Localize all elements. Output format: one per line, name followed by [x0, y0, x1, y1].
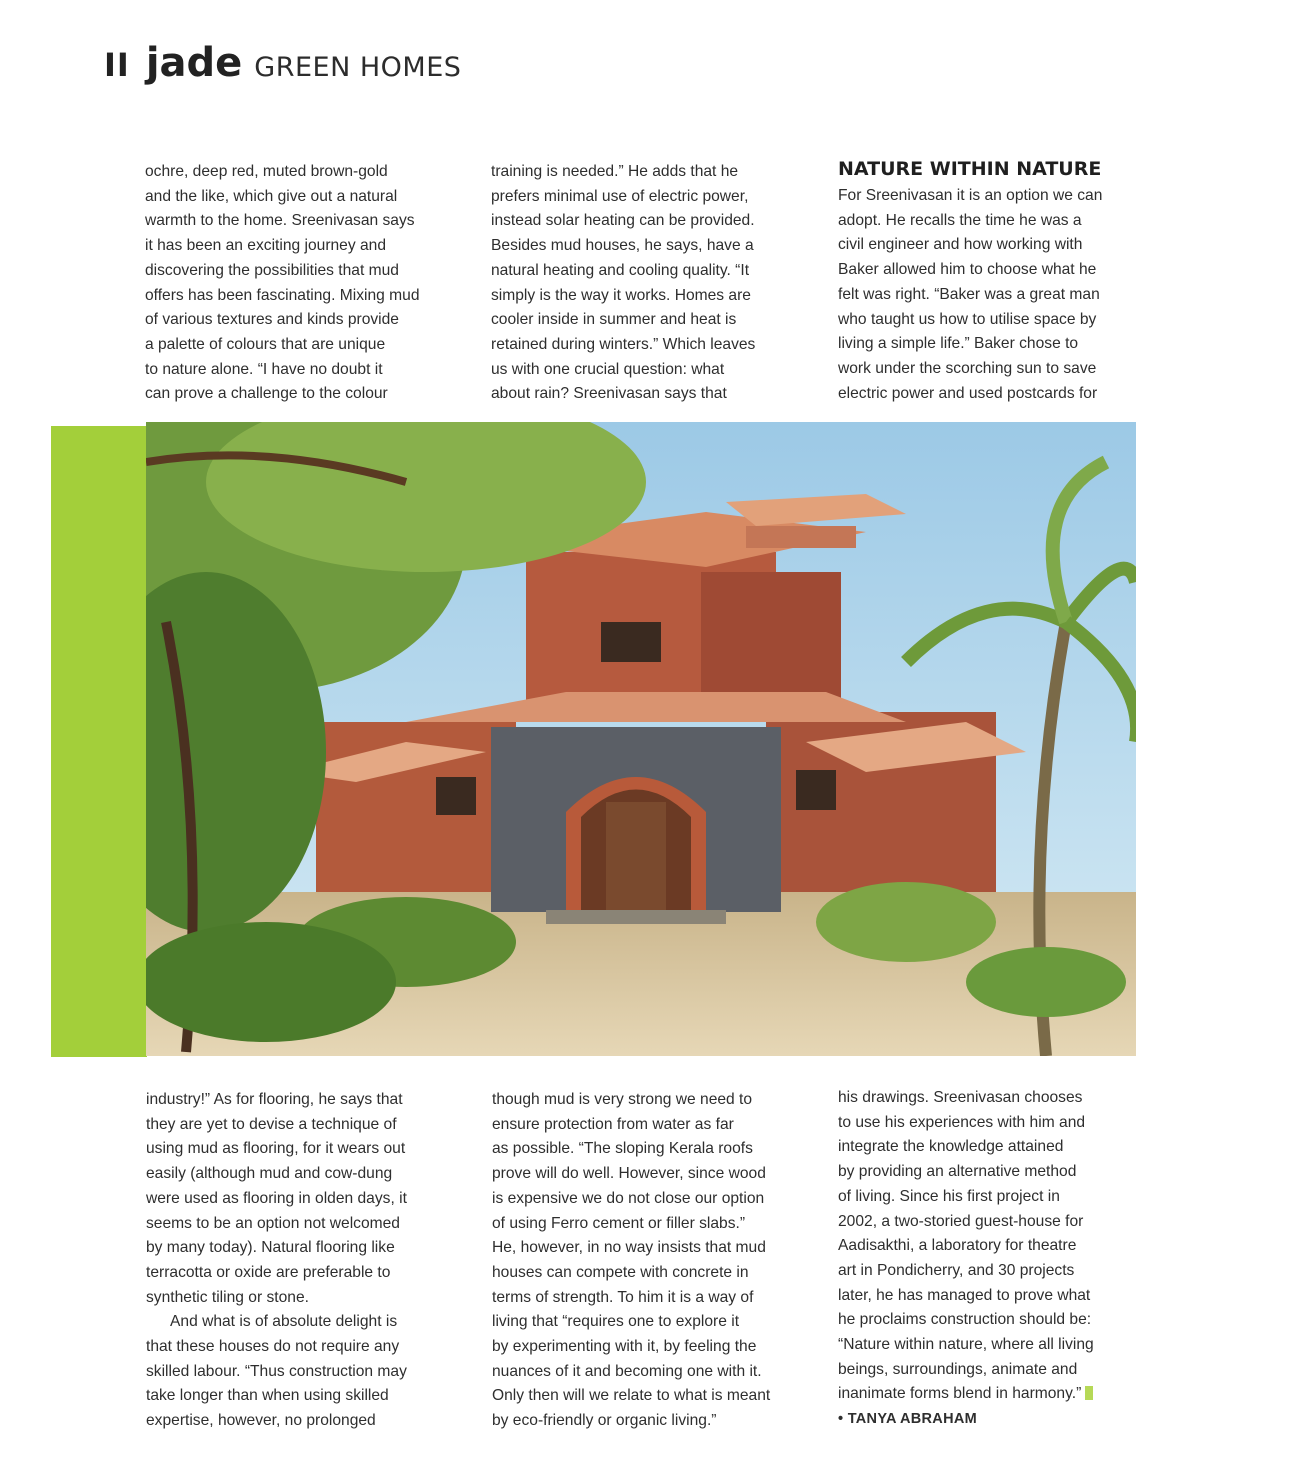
text-line: terracotta or oxide are preferable to — [146, 1263, 391, 1281]
top-column-1 — [145, 160, 420, 407]
text-line: later, he has managed to prove what — [838, 1286, 1091, 1304]
text-line: Aadisakthi, a laboratory for theatre — [838, 1237, 1077, 1255]
text-line: about rain? Sreenivasan says that — [491, 385, 727, 403]
text-line: natural heating and cooling quality. “It — [491, 261, 750, 279]
text-line: is expensive we do not close our option — [492, 1189, 765, 1207]
closing-quote-line: inanimate forms blend in harmony.” — [838, 1385, 1082, 1403]
text-line: take longer than when using skilled — [146, 1387, 389, 1405]
text-line: by providing an alternative method — [838, 1163, 1077, 1181]
text-line: by many today). Natural flooring like — [146, 1239, 395, 1257]
text-line: it has been an exciting journey and — [145, 237, 387, 255]
bottom-column-3 — [838, 1086, 1094, 1432]
text-line: And what is of absolute delight is — [170, 1313, 398, 1331]
text-line: ochre, deep red, muted brown-gold — [145, 163, 388, 180]
text-line: he proclaims construction should be: — [838, 1311, 1092, 1329]
text-line: of living. Since his first project in — [838, 1187, 1060, 1205]
bottom-column-1 — [146, 1088, 407, 1434]
text-line: expertise, however, no prolonged — [146, 1412, 376, 1430]
text-line: art in Pondicherry, and 30 projects — [838, 1261, 1075, 1279]
text-line: “Nature within nature, where all living — [838, 1336, 1094, 1354]
text-line: simply is the way it works. Homes are — [491, 286, 751, 304]
top-column-2 — [491, 160, 755, 407]
text-line: ensure protection from water as far — [492, 1115, 734, 1133]
top-column-3 — [838, 156, 1102, 406]
text-line: skilled labour. “Thus construction may — [146, 1362, 407, 1380]
text-line: who taught us how to utilise space by — [838, 310, 1097, 328]
house-illustration — [146, 422, 1136, 1056]
text-line: Only then will we relate to what is meant — [492, 1387, 771, 1405]
text-line: retained during winters.” Which leaves — [491, 335, 756, 353]
end-mark-icon — [1085, 1386, 1093, 1400]
section-title: GREEN HOMES — [254, 52, 462, 83]
header-bars: II — [104, 46, 130, 84]
text-line — [838, 1382, 1094, 1407]
house-photo — [146, 422, 1136, 1056]
text-line: cooler inside in summer and heat is — [491, 311, 737, 329]
text-line: terms of strength. To him it is a way of — [492, 1288, 754, 1306]
text-line: offers has been fascinating. Mixing mud — [145, 286, 420, 304]
text-line: industry!” As for flooring, he says that — [146, 1091, 403, 1108]
green-accent-band — [51, 426, 147, 1057]
text-line: his drawings. Sreenivasan chooses — [838, 1089, 1083, 1106]
text-line: integrate the knowledge attained — [838, 1138, 1064, 1156]
text-line: nuances of it and becoming one with it. — [492, 1362, 762, 1380]
text-line: synthetic tiling or stone. — [146, 1288, 309, 1306]
text-line: discovering the possibilities that mud — [145, 261, 399, 279]
text-line: and the like, which give out a natural — [145, 187, 398, 205]
text-line: work under the scorching sun to save — [838, 359, 1097, 377]
subheading: NATURE WITHIN NATURE — [838, 158, 1102, 180]
text-line: to nature alone. “I have no doubt it — [145, 360, 383, 378]
text-line: For Sreenivasan it is an option we can — [838, 187, 1103, 204]
text-line: instead solar heating can be provided. — [491, 212, 755, 230]
text-line: living a simple life.” Baker chose to — [838, 335, 1079, 353]
text-line: seems to be an option not welcomed — [146, 1214, 400, 1232]
text-line: Baker allowed him to choose what he — [838, 261, 1097, 279]
text-line: can prove a challenge to the colour — [145, 385, 388, 403]
text-line: us with one crucial question: what — [491, 360, 725, 378]
text-line: by eco-friendly or organic living.” — [492, 1412, 717, 1430]
text-line: living that “requires one to explore it — [492, 1313, 740, 1331]
text-line: by experimenting with it, by feeling the — [492, 1338, 757, 1356]
text-line: beings, surroundings, animate and — [838, 1360, 1078, 1378]
text-line: a palette of colours that are unique — [145, 335, 386, 353]
text-line: using mud as flooring, for it wears out — [146, 1140, 406, 1158]
magazine-brand: jade — [145, 40, 243, 86]
text-line: felt was right. “Baker was a great man — [838, 285, 1100, 303]
text-line: prefers minimal use of electric power, — [491, 187, 749, 205]
text-line: Besides mud houses, he says, have a — [491, 237, 754, 255]
text-line: though mud is very strong we need to — [492, 1091, 753, 1108]
text-line: were used as flooring in olden days, it — [146, 1189, 407, 1207]
text-line: of using Ferro cement or filler slabs.” — [492, 1214, 746, 1232]
text-line: adopt. He recalls the time he was a — [838, 211, 1082, 229]
text-line: as possible. “The sloping Kerala roofs — [492, 1140, 753, 1158]
text-line: training is needed.” He adds that he — [491, 163, 739, 180]
text-line: to use his experiences with him and — [838, 1113, 1086, 1131]
bottom-column-2 — [492, 1088, 770, 1434]
text-line: electric power and used postcards for — [838, 384, 1098, 402]
page-header — [104, 40, 461, 90]
text-line: civil engineer and how working with — [838, 236, 1083, 254]
text-line: prove will do well. However, since wood — [492, 1165, 766, 1183]
text-line: they are yet to devise a technique of — [146, 1115, 397, 1133]
text-line: warmth to the home. Sreenivasan says — [145, 212, 415, 230]
text-line: 2002, a two-storied guest-house for — [838, 1212, 1084, 1230]
byline: • TANYA ABRAHAM — [838, 1411, 978, 1428]
text-line: He, however, in no way insists that mud — [492, 1239, 766, 1257]
text-line: of various textures and kinds provide — [145, 311, 399, 329]
text-line: easily (although mud and cow-dung — [146, 1165, 393, 1183]
text-line: that these houses do not require any — [146, 1338, 400, 1356]
text-line: houses can compete with concrete in — [492, 1263, 749, 1281]
